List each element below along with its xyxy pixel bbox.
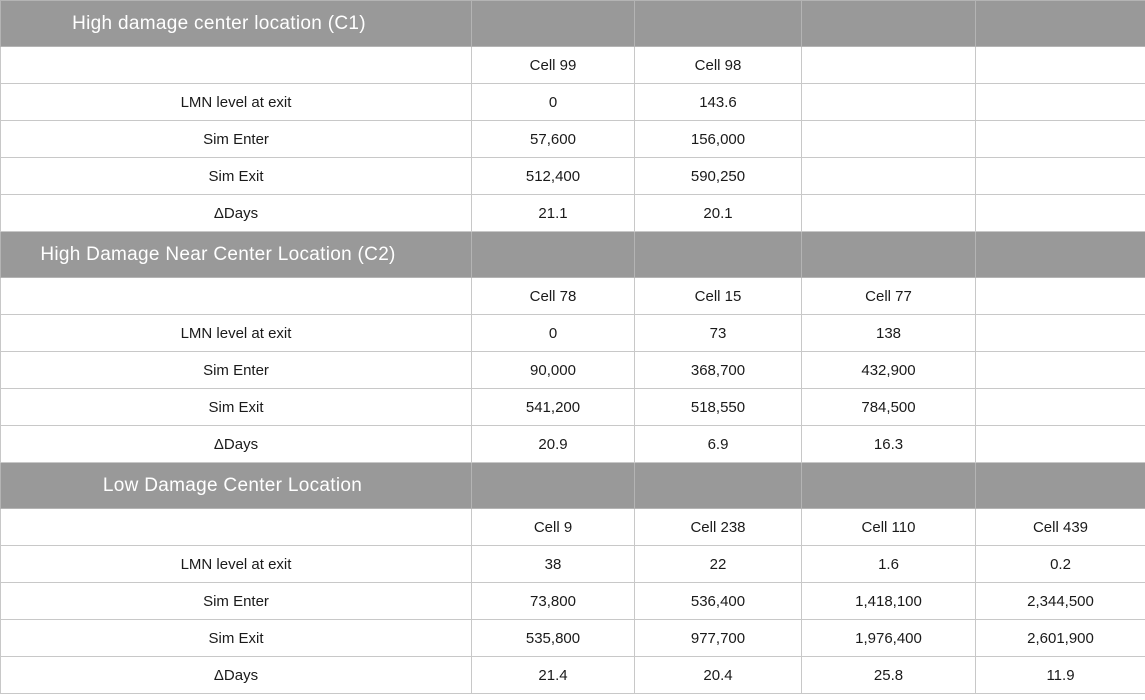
table-cell: 57,600 — [472, 121, 635, 158]
cell-id-row — [1, 47, 1145, 84]
table-cell: 90,000 — [472, 352, 635, 389]
table-cell — [976, 84, 1145, 121]
row-label: Sim Exit — [1, 158, 472, 195]
table-cell — [802, 121, 976, 158]
cell-id — [802, 47, 976, 84]
table-row — [1, 84, 1145, 121]
table-cell: 0 — [472, 84, 635, 121]
table-row — [1, 389, 1145, 426]
table-row — [1, 620, 1145, 657]
table-row — [1, 121, 1145, 158]
row-label: Sim Enter — [1, 352, 472, 389]
section-header-c2 — [1, 232, 1145, 278]
table-cell — [976, 426, 1145, 463]
table-cell: 512,400 — [472, 158, 635, 195]
section-title: High Damage Near Center Location (C2) — [1, 232, 472, 278]
table-cell: 156,000 — [635, 121, 802, 158]
section-header-low — [1, 463, 1145, 509]
table-cell: 1,976,400 — [802, 620, 976, 657]
table-cell: 21.1 — [472, 195, 635, 232]
table-row — [1, 583, 1145, 620]
table-cell: 784,500 — [802, 389, 976, 426]
table-cell: 20.1 — [635, 195, 802, 232]
cell-id: Cell 77 — [802, 278, 976, 315]
table-cell: 73 — [635, 315, 802, 352]
table-cell — [976, 195, 1145, 232]
row-label: LMN level at exit — [1, 315, 472, 352]
row-label: Sim Enter — [1, 583, 472, 620]
table-cell — [802, 195, 976, 232]
table-cell: 541,200 — [472, 389, 635, 426]
table-cell: 21.4 — [472, 657, 635, 694]
table-cell: 2,344,500 — [976, 583, 1145, 620]
table-cell: 143.6 — [635, 84, 802, 121]
table-cell: 590,250 — [635, 158, 802, 195]
section-header-c1 — [1, 1, 1145, 47]
table-cell — [976, 389, 1145, 426]
table-cell: 22 — [635, 546, 802, 583]
section-title: Low Damage Center Location — [1, 463, 472, 509]
table-cell: 977,700 — [635, 620, 802, 657]
table-row — [1, 426, 1145, 463]
table-cell: 20.4 — [635, 657, 802, 694]
table-cell: 11.9 — [976, 657, 1145, 694]
row-label: ΔDays — [1, 657, 472, 694]
row-label: ΔDays — [1, 195, 472, 232]
cell-id-row — [1, 278, 1145, 315]
cell-id: Cell 110 — [802, 509, 976, 546]
table-row — [1, 352, 1145, 389]
row-label: LMN level at exit — [1, 546, 472, 583]
cell-id: Cell 98 — [635, 47, 802, 84]
table-cell: 368,700 — [635, 352, 802, 389]
table-cell: 536,400 — [635, 583, 802, 620]
table-cell: 25.8 — [802, 657, 976, 694]
cell-id: Cell 9 — [472, 509, 635, 546]
table-cell: 0 — [472, 315, 635, 352]
row-label: LMN level at exit — [1, 84, 472, 121]
table-cell: 6.9 — [635, 426, 802, 463]
cell-id: Cell 99 — [472, 47, 635, 84]
row-label: ΔDays — [1, 426, 472, 463]
table-cell — [976, 121, 1145, 158]
table-cell: 138 — [802, 315, 976, 352]
table-cell — [976, 315, 1145, 352]
row-label: Sim Exit — [1, 389, 472, 426]
table-cell — [802, 158, 976, 195]
cell-id: Cell 15 — [635, 278, 802, 315]
table-row — [1, 657, 1145, 694]
table-row — [1, 315, 1145, 352]
table-cell: 20.9 — [472, 426, 635, 463]
table-cell: 38 — [472, 546, 635, 583]
section-title: High damage center location (C1) — [1, 1, 472, 47]
cell-id-row — [1, 509, 1145, 546]
row-label: Sim Enter — [1, 121, 472, 158]
table-cell — [802, 84, 976, 121]
cell-id — [976, 278, 1145, 315]
table-cell: 73,800 — [472, 583, 635, 620]
table-cell: 432,900 — [802, 352, 976, 389]
table-row — [1, 546, 1145, 583]
table-row — [1, 158, 1145, 195]
table-cell: 535,800 — [472, 620, 635, 657]
table-cell: 0.2 — [976, 546, 1145, 583]
table-cell: 16.3 — [802, 426, 976, 463]
cell-id: Cell 78 — [472, 278, 635, 315]
table-cell: 2,601,900 — [976, 620, 1145, 657]
table-cell: 1,418,100 — [802, 583, 976, 620]
table-row — [1, 195, 1145, 232]
row-label: Sim Exit — [1, 620, 472, 657]
table-cell: 1.6 — [802, 546, 976, 583]
cell-id: Cell 238 — [635, 509, 802, 546]
table-cell — [976, 352, 1145, 389]
cell-id — [976, 47, 1145, 84]
cell-id: Cell 439 — [976, 509, 1145, 546]
table-cell: 518,550 — [635, 389, 802, 426]
table-cell — [976, 158, 1145, 195]
